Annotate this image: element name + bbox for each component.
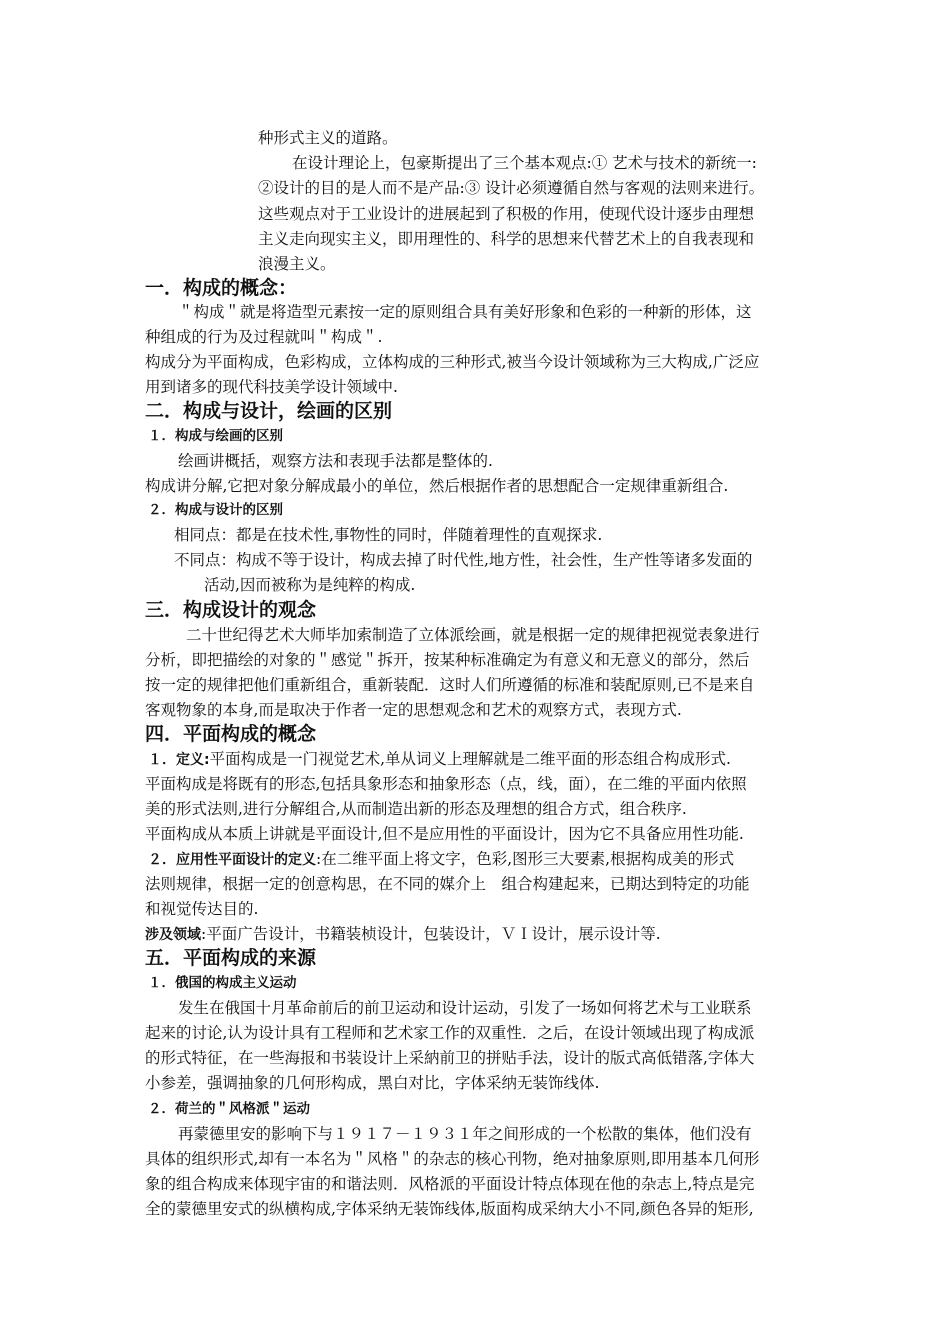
subsection-heading: ２．构成与设计的区别 xyxy=(148,502,283,518)
paragraph-line: 不同点：构成不等于设计，构成去掉了时代性,地方性，社会性，生产性等诸多发面的 xyxy=(174,551,753,569)
definition-text: :在二维平面上将文字，色彩,图形三大要素,根据构成美的形式 xyxy=(316,850,735,868)
section-heading: 五．平面构成的来源 xyxy=(145,947,317,969)
paragraph-line: 全的蒙德里安式的纵横构成,字体采纳无装饰线体,版面构成采纳大小不同,颜色各异的矩形, xyxy=(145,1200,754,1218)
paragraph-line: 按一定的规律把他们重新组合，重新装配．这时人们所遵循的标准和装配原则,已不是来自 xyxy=(145,676,755,694)
paragraph-line: 构成分为平面构成，色彩构成，立体构成的三种形式,被当今设计领域称为三大构成,广泛应 xyxy=(145,353,760,371)
paragraph-line: 小参差，强调抽象的几何形构成，黑白对比，字体采纳无装饰线体. xyxy=(145,1074,600,1092)
paragraph-line: 平面构成是将既有的形态,包括具象形态和抽象形态（点，线，面），在二维的平面内依照 xyxy=(145,775,747,793)
paragraph-line: 法则规律，根据一定的创意构思，在不同的媒介上 组合构建起来，已期达到特定的功能 xyxy=(145,875,750,893)
paragraph-line: 和视觉传达目的. xyxy=(145,900,259,918)
intro-line: ②设计的目的是人而不是产品:③ 设计必须遵循自然与客观的法则来进行。 xyxy=(258,179,765,197)
paragraph-line: 种组成的行为及过程就叫＂构成＂. xyxy=(145,328,383,346)
intro-line: 在设计理论上，包豪斯提出了三个基本观点:① 艺术与技术的新统一: xyxy=(292,154,757,172)
definition-line xyxy=(148,749,731,770)
intro-line: 主义走向现实主义，即用理性的、科学的思想来代替艺术上的自我表现和 xyxy=(258,230,755,248)
definition-label: 涉及领域 xyxy=(145,927,201,943)
paragraph-line: 绘画讲概括，观察方法和表现手法都是整体的. xyxy=(178,452,493,470)
paragraph-line: 平面构成从本质上讲就是平面设计,但不是应用性的平面设计，因为它不具备应用性功能. xyxy=(145,825,744,843)
paragraph-line: 的形式特征，在一些海报和书装设计上采納前卫的拼贴手法，设计的版式高低错落,字体大 xyxy=(145,1049,755,1067)
paragraph-line: 相同点：都是在技术性,事物性的同时，伴随着理性的直观探求. xyxy=(174,526,603,544)
subsection-heading: １．构成与绘画的区别 xyxy=(148,428,283,444)
paragraph-line: 分析，即把描绘的对象的＂感觉＂拆开，按某种标准确定为有意义和无意义的部分，然后 xyxy=(145,651,750,669)
definition-line xyxy=(145,924,661,945)
paragraph-line: 用到诸多的现代科技美学设计领域中. xyxy=(145,378,398,396)
section-heading: 三．构成设计的观念 xyxy=(145,599,317,621)
paragraph-line: 再蒙德里安的影响下与１９１７－１９３１年之间形成的一个松散的集体，他们没有 xyxy=(178,1125,752,1143)
intro-line: 浪漫主义。 xyxy=(258,255,336,273)
section-heading: 四．平面构成的概念 xyxy=(145,723,317,745)
paragraph-line: 活动,因而被称为是纯粹的构成. xyxy=(204,576,416,594)
intro-line: 这些观点对于工业设计的进展起到了积极的作用，使现代设计逐步由理想 xyxy=(258,205,755,223)
paragraph-line: 发生在俄国十月革命前后的前卫运动和设计运动，引发了一场如何将艺术与工业联系 xyxy=(178,999,752,1017)
paragraph-line: 二十世纪得艺术大师毕加索制造了立体派绘画，就是根据一定的规律把视觉表象进行 xyxy=(186,626,760,644)
subsection-heading: １．俄国的构成主义运动 xyxy=(148,975,297,991)
definition-label: １．定义: xyxy=(148,752,210,768)
intro-line: 种形式主义的道路。 xyxy=(258,129,398,147)
paragraph-line: 象的组合构成来体现宇宙的和谐法则．风格派的平面设计特点体现在他的杂志上,特点是完 xyxy=(145,1175,755,1193)
definition-text: :平面广告设计，书籍装桢设计，包装设计，ＶＩ设计，展示设计等. xyxy=(201,925,661,943)
paragraph-line: 客观物象的本身,而是取决于作者一定的思想观念和艺术的观察方式，表现方式. xyxy=(145,701,682,719)
definition-text: 平面构成是一门视觉艺术,单从词义上理解就是二维平面的形态组合构成形式. xyxy=(209,750,731,768)
subsection-heading: ２．荷兰的＂风格派＂运动 xyxy=(148,1101,310,1117)
definition-label: ２．应用性平面设计的定义 xyxy=(148,852,316,868)
section-heading: 一．构成的概念： xyxy=(145,277,298,299)
section-heading: 二．构成与设计，绘画的区别 xyxy=(145,400,393,422)
paragraph-line: 起来的讨论,认为设计具有工程师和艺术家工作的双重性．之后，在设计领域出现了构成派 xyxy=(145,1024,755,1042)
paragraph-line: 构成讲分解,它把对象分解成最小的单位，然后根据作者的思想配合一定规律重新组合. xyxy=(145,477,729,495)
paragraph-line: 美的形式法则,进行分解组合,从而制造出新的形态及理想的组合方式，组合秩序. xyxy=(145,800,687,818)
paragraph-line: 具体的组织形式,却有一本名为＂风格＂的杂志的核心刊物，绝对抽象原则,即用基本几何形 xyxy=(145,1150,760,1168)
paragraph-line: ＂构成＂就是将造型元素按一定的原则组合具有美好形象和色彩的一种新的形体，这 xyxy=(178,303,752,321)
definition-line xyxy=(148,849,734,870)
